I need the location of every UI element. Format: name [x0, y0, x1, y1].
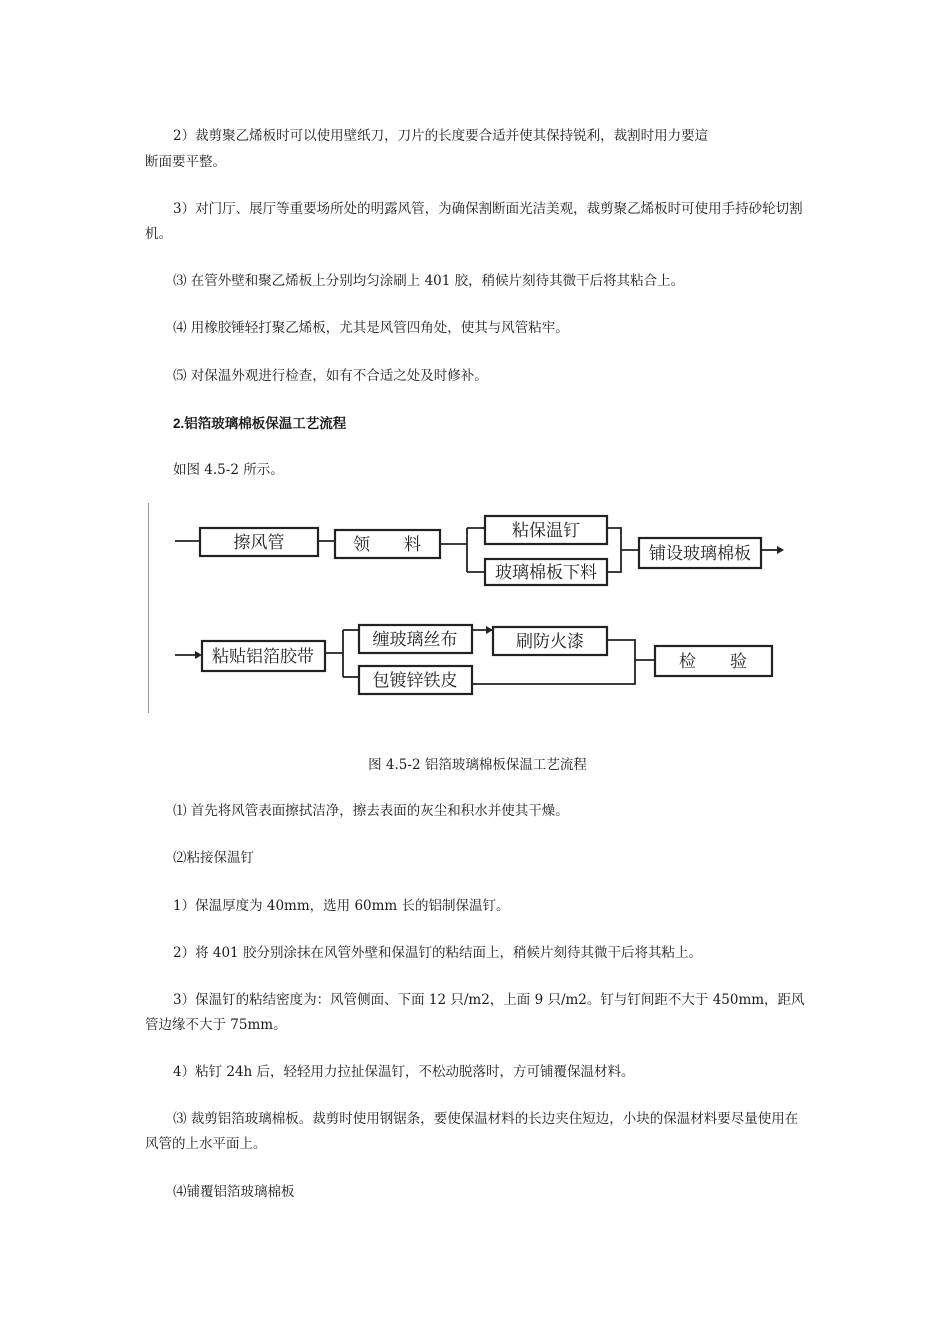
box-fireproof-paint-label: 刷防火漆	[516, 632, 584, 652]
paragraph-1-continued: 断面要平整。	[145, 154, 226, 170]
box-get-material-label: 领 料	[353, 535, 421, 555]
paragraph-9: 1）保温厚度为 40mm，选用 60mm 长的铝制保温钉。	[173, 898, 510, 914]
figure-caption: 图 4.5-2 铝箔玻璃棉板保温工艺流程	[368, 757, 587, 773]
paragraph-11: 3）保温钉的粘结密度为：风管侧面、下面 12 只/m2，上面 9 只/m2。钉与钉间距不大于 450mm，距风管边缘不大于 75mm。	[145, 992, 805, 1033]
box-foil-tape-label: 粘贴铝箔胶带	[212, 647, 314, 667]
merge-line-1	[607, 528, 621, 572]
paragraph-7: ⑴ 首先将风管表面擦拭洁净，擦去表面的灰尘和积水并使其干燥。	[173, 803, 569, 819]
paragraph-14: ⑷铺覆铝箔玻璃棉板	[173, 1184, 295, 1200]
section-heading: 2.铝箔玻璃棉板保温工艺流程	[173, 416, 347, 431]
paragraph-12: 4）粘钉 24h 后，轻轻用力拉扯保温钉，不松动脱落时，方可铺覆保温材料。	[173, 1064, 635, 1080]
paragraph-13: ⑶ 裁剪铝箔玻璃棉板。裁剪时使用钢锯条，要使保温材料的长边夹住短边，小块的保温材料要尽量使用在风管的上水平面上。	[145, 1111, 799, 1152]
paragraph-8: ⑵粘接保温钉	[173, 850, 254, 866]
paragraph-figure-ref: 如图 4.5-2 所示。	[173, 462, 284, 478]
box-cut-glasswool-label: 玻璃棉板下料	[495, 563, 597, 583]
paragraph-3: ⑶ 在管外壁和聚乙烯板上分别均匀涂刷上 401 胶，稍候片刻待其微干后将其粘合上。	[173, 273, 685, 289]
paragraph-1: 2）裁剪聚乙烯板时可以使用壁纸刀，刀片的长度要合适并使其保持锐利，裁割时用力要這	[173, 128, 709, 144]
process-flowchart	[145, 500, 795, 705]
box-stick-pins-label: 粘保温钉	[512, 521, 580, 541]
paragraph-10: 2）将 401 胶分别涂抹在风管外壁和保温钉的粘结面上，稍候片刻待其微干后将其粘上。	[173, 945, 702, 961]
paragraph-5: ⑸ 对保温外观进行检查，如有不合适之处及时修补。	[173, 368, 488, 384]
paragraph-2: 3）对门厅、展厅等重要场所处的明露风管，为确保割断面光洁美观，裁剪聚乙烯板时可使用手持砂轮切割机。	[145, 201, 803, 242]
box-lay-glasswool-label: 铺设玻璃棉板	[649, 544, 751, 564]
arrowhead-out-1	[777, 546, 784, 554]
box-inspection-label: 检 验	[679, 652, 747, 672]
box-galvanized-sheet-label: 包镀锌铁皮	[372, 671, 458, 691]
paragraph-4: ⑷ 用橡胶锤轻打聚乙烯板，尤其是风管四角处，使其与风管粘牢。	[173, 320, 569, 336]
box-wipe-duct-label: 擦风管	[233, 533, 285, 553]
box-wrap-glasscloth-label: 缠玻璃丝布	[372, 630, 458, 650]
